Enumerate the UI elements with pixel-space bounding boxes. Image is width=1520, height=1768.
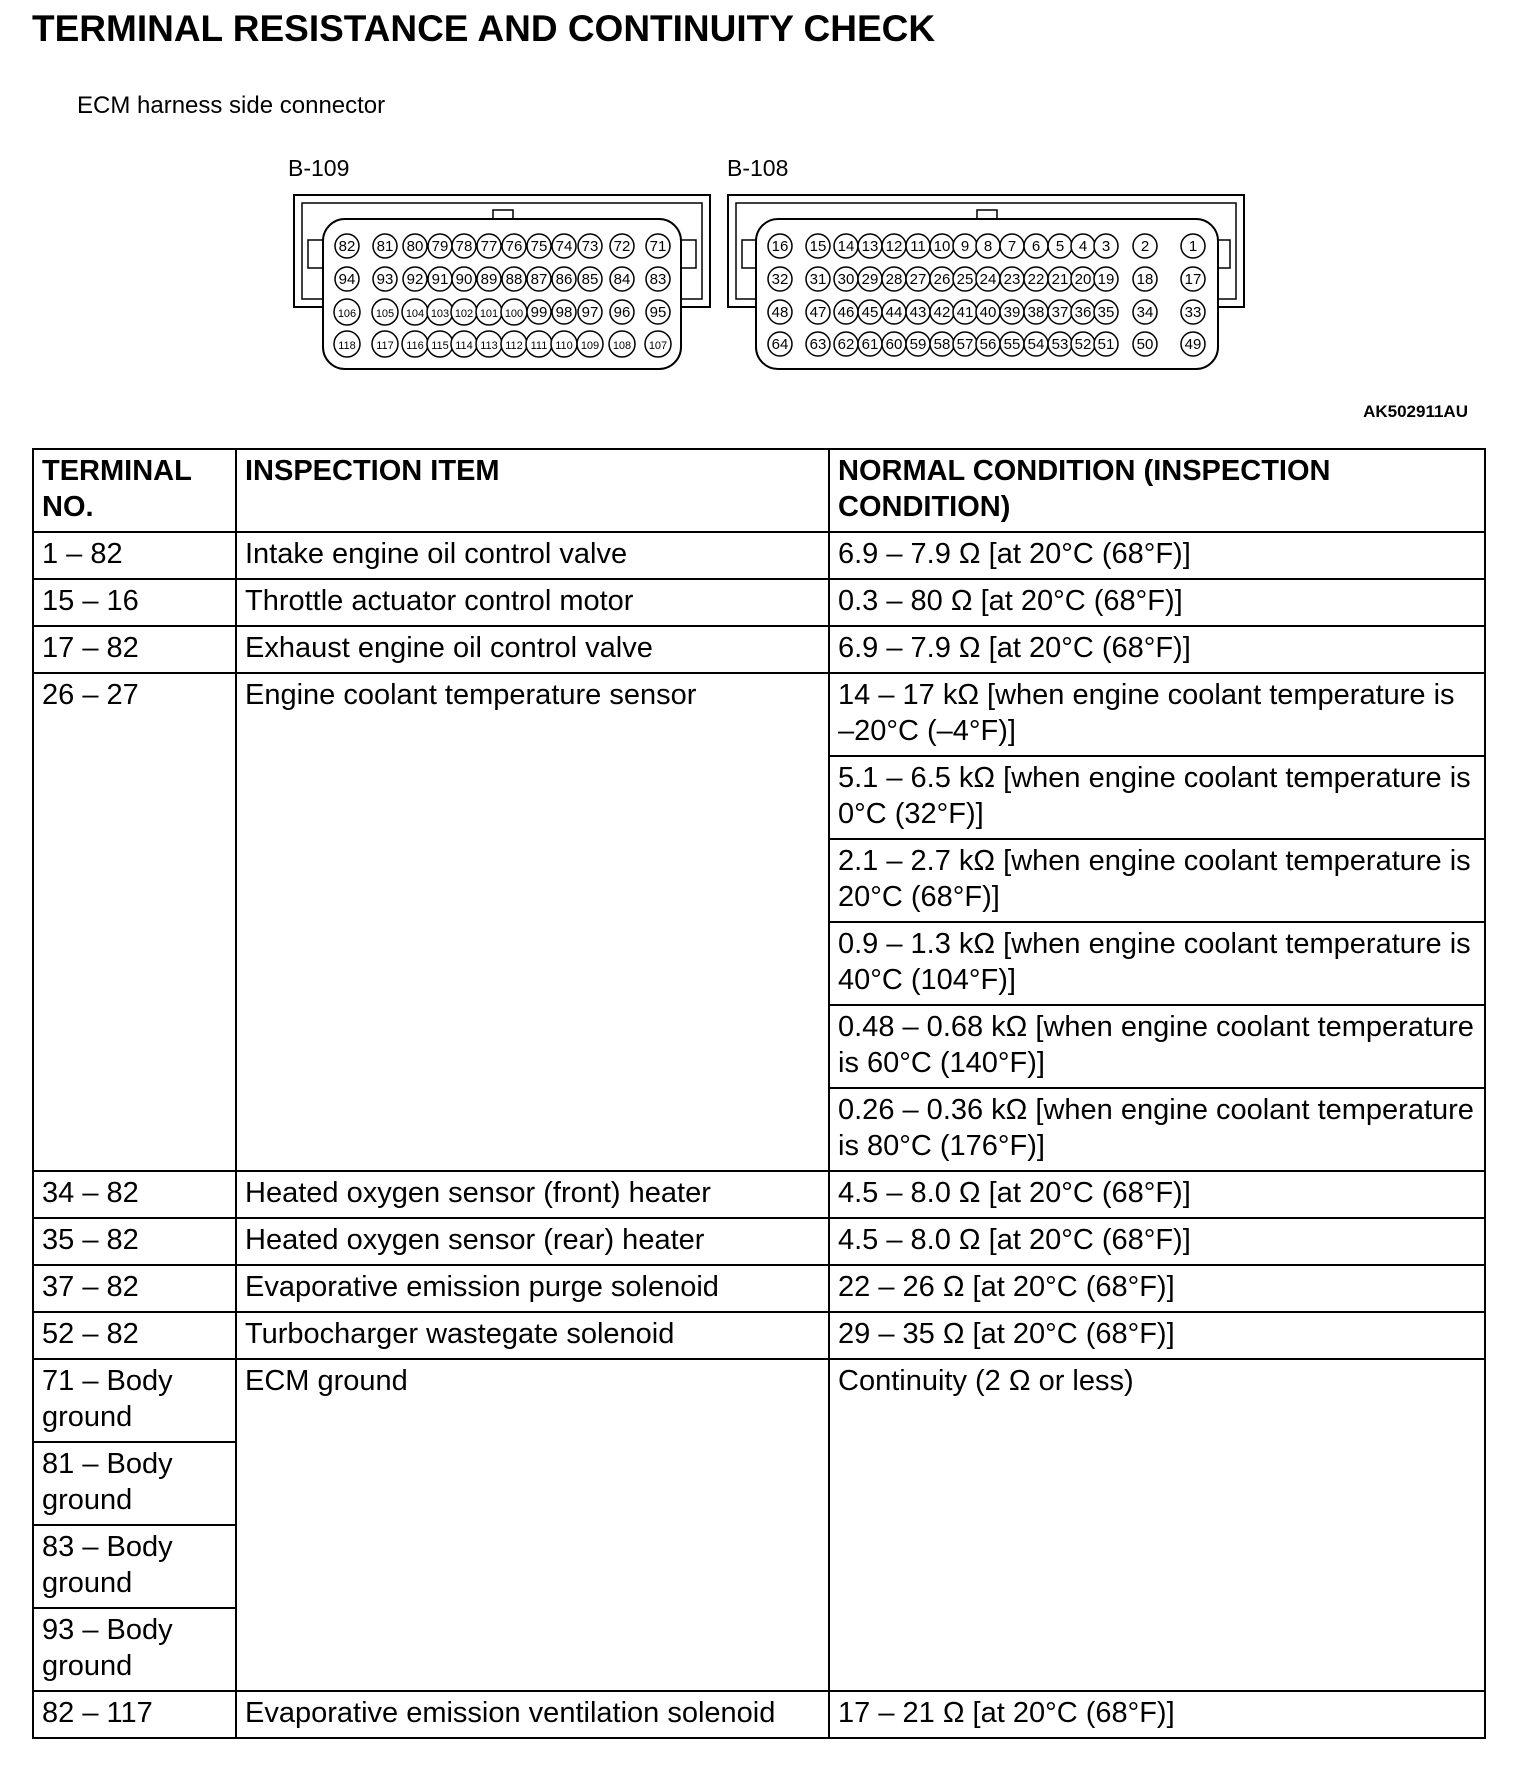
page-title: TERMINAL RESISTANCE AND CONTINUITY CHECK	[32, 8, 936, 49]
pin-number: 88	[505, 271, 523, 288]
item-cell: Heated oxygen sensor (rear) heater	[236, 1218, 829, 1265]
pin-number: 30	[837, 271, 855, 288]
terminal-cell: 34 – 82	[33, 1171, 236, 1218]
pin-number: 71	[649, 238, 667, 255]
pin-number: 96	[613, 304, 631, 321]
pin-number: 38	[1027, 304, 1045, 321]
pin-number: 43	[909, 304, 927, 321]
pin-number: 13	[861, 238, 879, 255]
pin-number: 45	[861, 304, 879, 321]
pin-number: 3	[1101, 238, 1111, 255]
pin-number: 40	[979, 304, 997, 321]
pin-number: 92	[406, 271, 424, 288]
condition-cell: 4.5 – 8.0 Ω [at 20°C (68°F)]	[829, 1171, 1485, 1218]
pin-number: 24	[979, 271, 997, 288]
pin-number: 102	[454, 308, 474, 320]
item-cell: Heated oxygen sensor (front) heater	[236, 1171, 829, 1218]
condition-cell: Continuity (2 Ω or less)	[829, 1359, 1485, 1691]
pin-number: 85	[581, 271, 599, 288]
condition-cell: 0.48 – 0.68 kΩ [when engine coolant temperature is 60°C (140°F)]	[829, 1005, 1485, 1088]
connector-label-b108: B-108	[727, 155, 789, 181]
pin-number: 11	[910, 238, 926, 255]
pin-number: 46	[837, 304, 855, 321]
pin-number: 52	[1074, 336, 1092, 353]
pin-number: 114	[455, 340, 473, 352]
pin-number: 57	[956, 336, 974, 353]
pin-number: 89	[480, 271, 498, 288]
pin-number: 14	[837, 238, 855, 255]
pin-number: 32	[771, 271, 789, 288]
pin-number: 95	[649, 304, 667, 321]
connector-caption: ECM harness side connector	[77, 92, 386, 119]
pin-number: 17	[1184, 271, 1202, 288]
pin-number: 18	[1136, 271, 1154, 288]
pin-number: 84	[613, 271, 631, 288]
pin-number: 49	[1184, 336, 1202, 353]
header-terminal: TERMINAL NO.	[33, 449, 236, 532]
terminal-cell: 82 – 117	[33, 1691, 236, 1738]
table-header-row	[33, 449, 1485, 532]
pin-number: 99	[530, 304, 548, 321]
pin-number: 51	[1097, 336, 1115, 353]
pin-number: 101	[479, 308, 499, 320]
table-row	[33, 1265, 1485, 1312]
condition-cell: 0.26 – 0.36 kΩ [when engine coolant temperature is 80°C (176°F)]	[829, 1088, 1485, 1171]
condition-cell: 0.9 – 1.3 kΩ [when engine coolant temperature is 40°C (104°F)]	[829, 922, 1485, 1005]
pin-number: 33	[1184, 304, 1202, 321]
pin-number: 25	[956, 271, 974, 288]
pin-number: 34	[1136, 304, 1154, 321]
condition-cell: 29 – 35 Ω [at 20°C (68°F)]	[829, 1312, 1485, 1359]
pin-number: 1	[1188, 238, 1198, 255]
pin-number: 61	[861, 336, 879, 353]
pin-number: 15	[809, 238, 827, 255]
item-cell: ECM ground	[236, 1359, 829, 1691]
table-row	[33, 626, 1485, 673]
pin-number: 77	[480, 238, 498, 255]
item-cell: Intake engine oil control valve	[236, 532, 829, 579]
pin-number: 23	[1003, 271, 1021, 288]
pin-number: 58	[933, 336, 951, 353]
terminal-cell: 26 – 27	[33, 673, 236, 1171]
pin-number: 113	[480, 340, 498, 352]
pin-number: 44	[885, 304, 903, 321]
condition-cell: 22 – 26 Ω [at 20°C (68°F)]	[829, 1265, 1485, 1312]
pin-number: 118	[338, 340, 356, 352]
condition-cell: 5.1 – 6.5 kΩ [when engine coolant temperature is 0°C (32°F)]	[829, 756, 1485, 839]
pin-number: 73	[581, 238, 599, 255]
pin-number: 27	[909, 271, 927, 288]
terminal-cell: 93 – Body ground	[33, 1608, 236, 1691]
pin-number: 35	[1097, 304, 1115, 321]
pin-number: 115	[431, 340, 449, 352]
connector-diagram	[0, 140, 1520, 440]
terminal-cell: 17 – 82	[33, 626, 236, 673]
pin-number: 63	[809, 336, 827, 353]
pin-number: 60	[885, 336, 903, 353]
resistance-table	[32, 448, 1486, 1739]
pin-number: 110	[555, 340, 573, 352]
pin-number: 112	[505, 340, 523, 352]
terminal-cell: 81 – Body ground	[33, 1442, 236, 1525]
pin-number: 36	[1074, 304, 1092, 321]
pin-number: 29	[861, 271, 879, 288]
pin-number: 106	[337, 308, 357, 320]
pin-number: 4	[1078, 238, 1088, 255]
item-cell: Engine coolant temperature sensor	[236, 673, 829, 1171]
pin-number: 83	[649, 271, 667, 288]
condition-cell: 6.9 – 7.9 Ω [at 20°C (68°F)]	[829, 532, 1485, 579]
table-row	[33, 1312, 1485, 1359]
pin-number: 108	[612, 340, 632, 352]
pin-number: 76	[505, 238, 523, 255]
pin-number: 64	[771, 336, 789, 353]
pin-number: 103	[430, 308, 450, 320]
pin-number: 31	[809, 271, 827, 288]
pin-number: 97	[581, 304, 599, 321]
pin-number: 62	[837, 336, 855, 353]
terminal-cell: 35 – 82	[33, 1218, 236, 1265]
pin-number: 93	[376, 271, 394, 288]
terminal-cell: 15 – 16	[33, 579, 236, 626]
terminal-cell: 52 – 82	[33, 1312, 236, 1359]
pin-number: 8	[983, 238, 993, 255]
pin-number: 111	[530, 340, 548, 352]
pin-number: 28	[885, 271, 903, 288]
pin-number: 105	[375, 308, 395, 320]
pin-number: 79	[431, 238, 449, 255]
pin-number: 81	[376, 238, 394, 255]
pin-number: 47	[809, 304, 827, 321]
figure-id: AK502911AU	[1363, 402, 1468, 421]
pin-number: 94	[338, 271, 356, 288]
pin-number: 6	[1031, 238, 1041, 255]
terminal-cell: 83 – Body ground	[33, 1525, 236, 1608]
pin-number: 80	[406, 238, 424, 255]
table-row	[33, 1359, 1485, 1442]
pin-number: 107	[648, 340, 668, 352]
pin-number: 53	[1051, 336, 1069, 353]
pin-number: 86	[555, 271, 573, 288]
item-cell: Evaporative emission ventilation solenoid	[236, 1691, 829, 1738]
pin-number: 116	[406, 340, 424, 352]
pin-number: 109	[580, 340, 600, 352]
pin-number: 100	[504, 308, 524, 320]
pin-number: 87	[530, 271, 548, 288]
pin-number: 98	[555, 304, 573, 321]
table-row	[33, 1218, 1485, 1265]
pin-number: 90	[455, 271, 473, 288]
pin-number: 2	[1140, 238, 1150, 255]
pin-number: 72	[613, 238, 631, 255]
terminal-cell: 37 – 82	[33, 1265, 236, 1312]
condition-cell: 0.3 – 80 Ω [at 20°C (68°F)]	[829, 579, 1485, 626]
item-cell: Turbocharger wastegate solenoid	[236, 1312, 829, 1359]
pin-number: 91	[431, 271, 449, 288]
pin-number: 117	[376, 340, 394, 352]
table-row	[33, 1171, 1485, 1218]
pin-number: 7	[1007, 238, 1017, 255]
pin-number: 42	[933, 304, 951, 321]
pin-number: 54	[1027, 336, 1045, 353]
header-condition: NORMAL CONDITION (INSPECTION CONDITION)	[829, 449, 1485, 532]
pin-number: 16	[771, 238, 789, 255]
pin-number: 48	[771, 304, 789, 321]
table-row	[33, 1691, 1485, 1738]
pin-number: 104	[405, 308, 425, 320]
item-cell: Exhaust engine oil control valve	[236, 626, 829, 673]
terminal-cell: 1 – 82	[33, 532, 236, 579]
pin-number: 5	[1055, 238, 1065, 255]
condition-cell: 6.9 – 7.9 Ω [at 20°C (68°F)]	[829, 626, 1485, 673]
condition-cell: 17 – 21 Ω [at 20°C (68°F)]	[829, 1691, 1485, 1738]
pin-number: 10	[933, 238, 951, 255]
pin-number: 37	[1051, 304, 1069, 321]
pin-number: 26	[933, 271, 951, 288]
header-item: INSPECTION ITEM	[236, 449, 829, 532]
pin-number: 75	[530, 238, 548, 255]
pin-number: 59	[909, 336, 927, 353]
pin-number: 82	[338, 238, 356, 255]
pin-number: 39	[1003, 304, 1021, 321]
item-cell: Evaporative emission purge solenoid	[236, 1265, 829, 1312]
item-cell: Throttle actuator control motor	[236, 579, 829, 626]
table-row	[33, 673, 1485, 756]
pin-number: 19	[1097, 271, 1115, 288]
terminal-cell: 71 – Body ground	[33, 1359, 236, 1442]
pin-number: 41	[956, 304, 974, 321]
pin-number: 56	[979, 336, 997, 353]
pin-number: 21	[1051, 271, 1069, 288]
table-row	[33, 532, 1485, 579]
pin-number: 78	[455, 238, 473, 255]
condition-cell: 14 – 17 kΩ [when engine coolant temperature is –20°C (–4°F)]	[829, 673, 1485, 756]
pin-number: 22	[1027, 271, 1045, 288]
condition-cell: 2.1 – 2.7 kΩ [when engine coolant temperature is 20°C (68°F)]	[829, 839, 1485, 922]
pin-number: 20	[1074, 271, 1092, 288]
pin-number: 50	[1136, 336, 1154, 353]
connector-label-b109: B-109	[288, 155, 350, 181]
condition-cell: 4.5 – 8.0 Ω [at 20°C (68°F)]	[829, 1218, 1485, 1265]
table-row	[33, 579, 1485, 626]
pin-number: 12	[885, 238, 903, 255]
pin-number: 74	[555, 238, 573, 255]
pin-number: 55	[1003, 336, 1021, 353]
pin-number: 9	[960, 238, 970, 255]
